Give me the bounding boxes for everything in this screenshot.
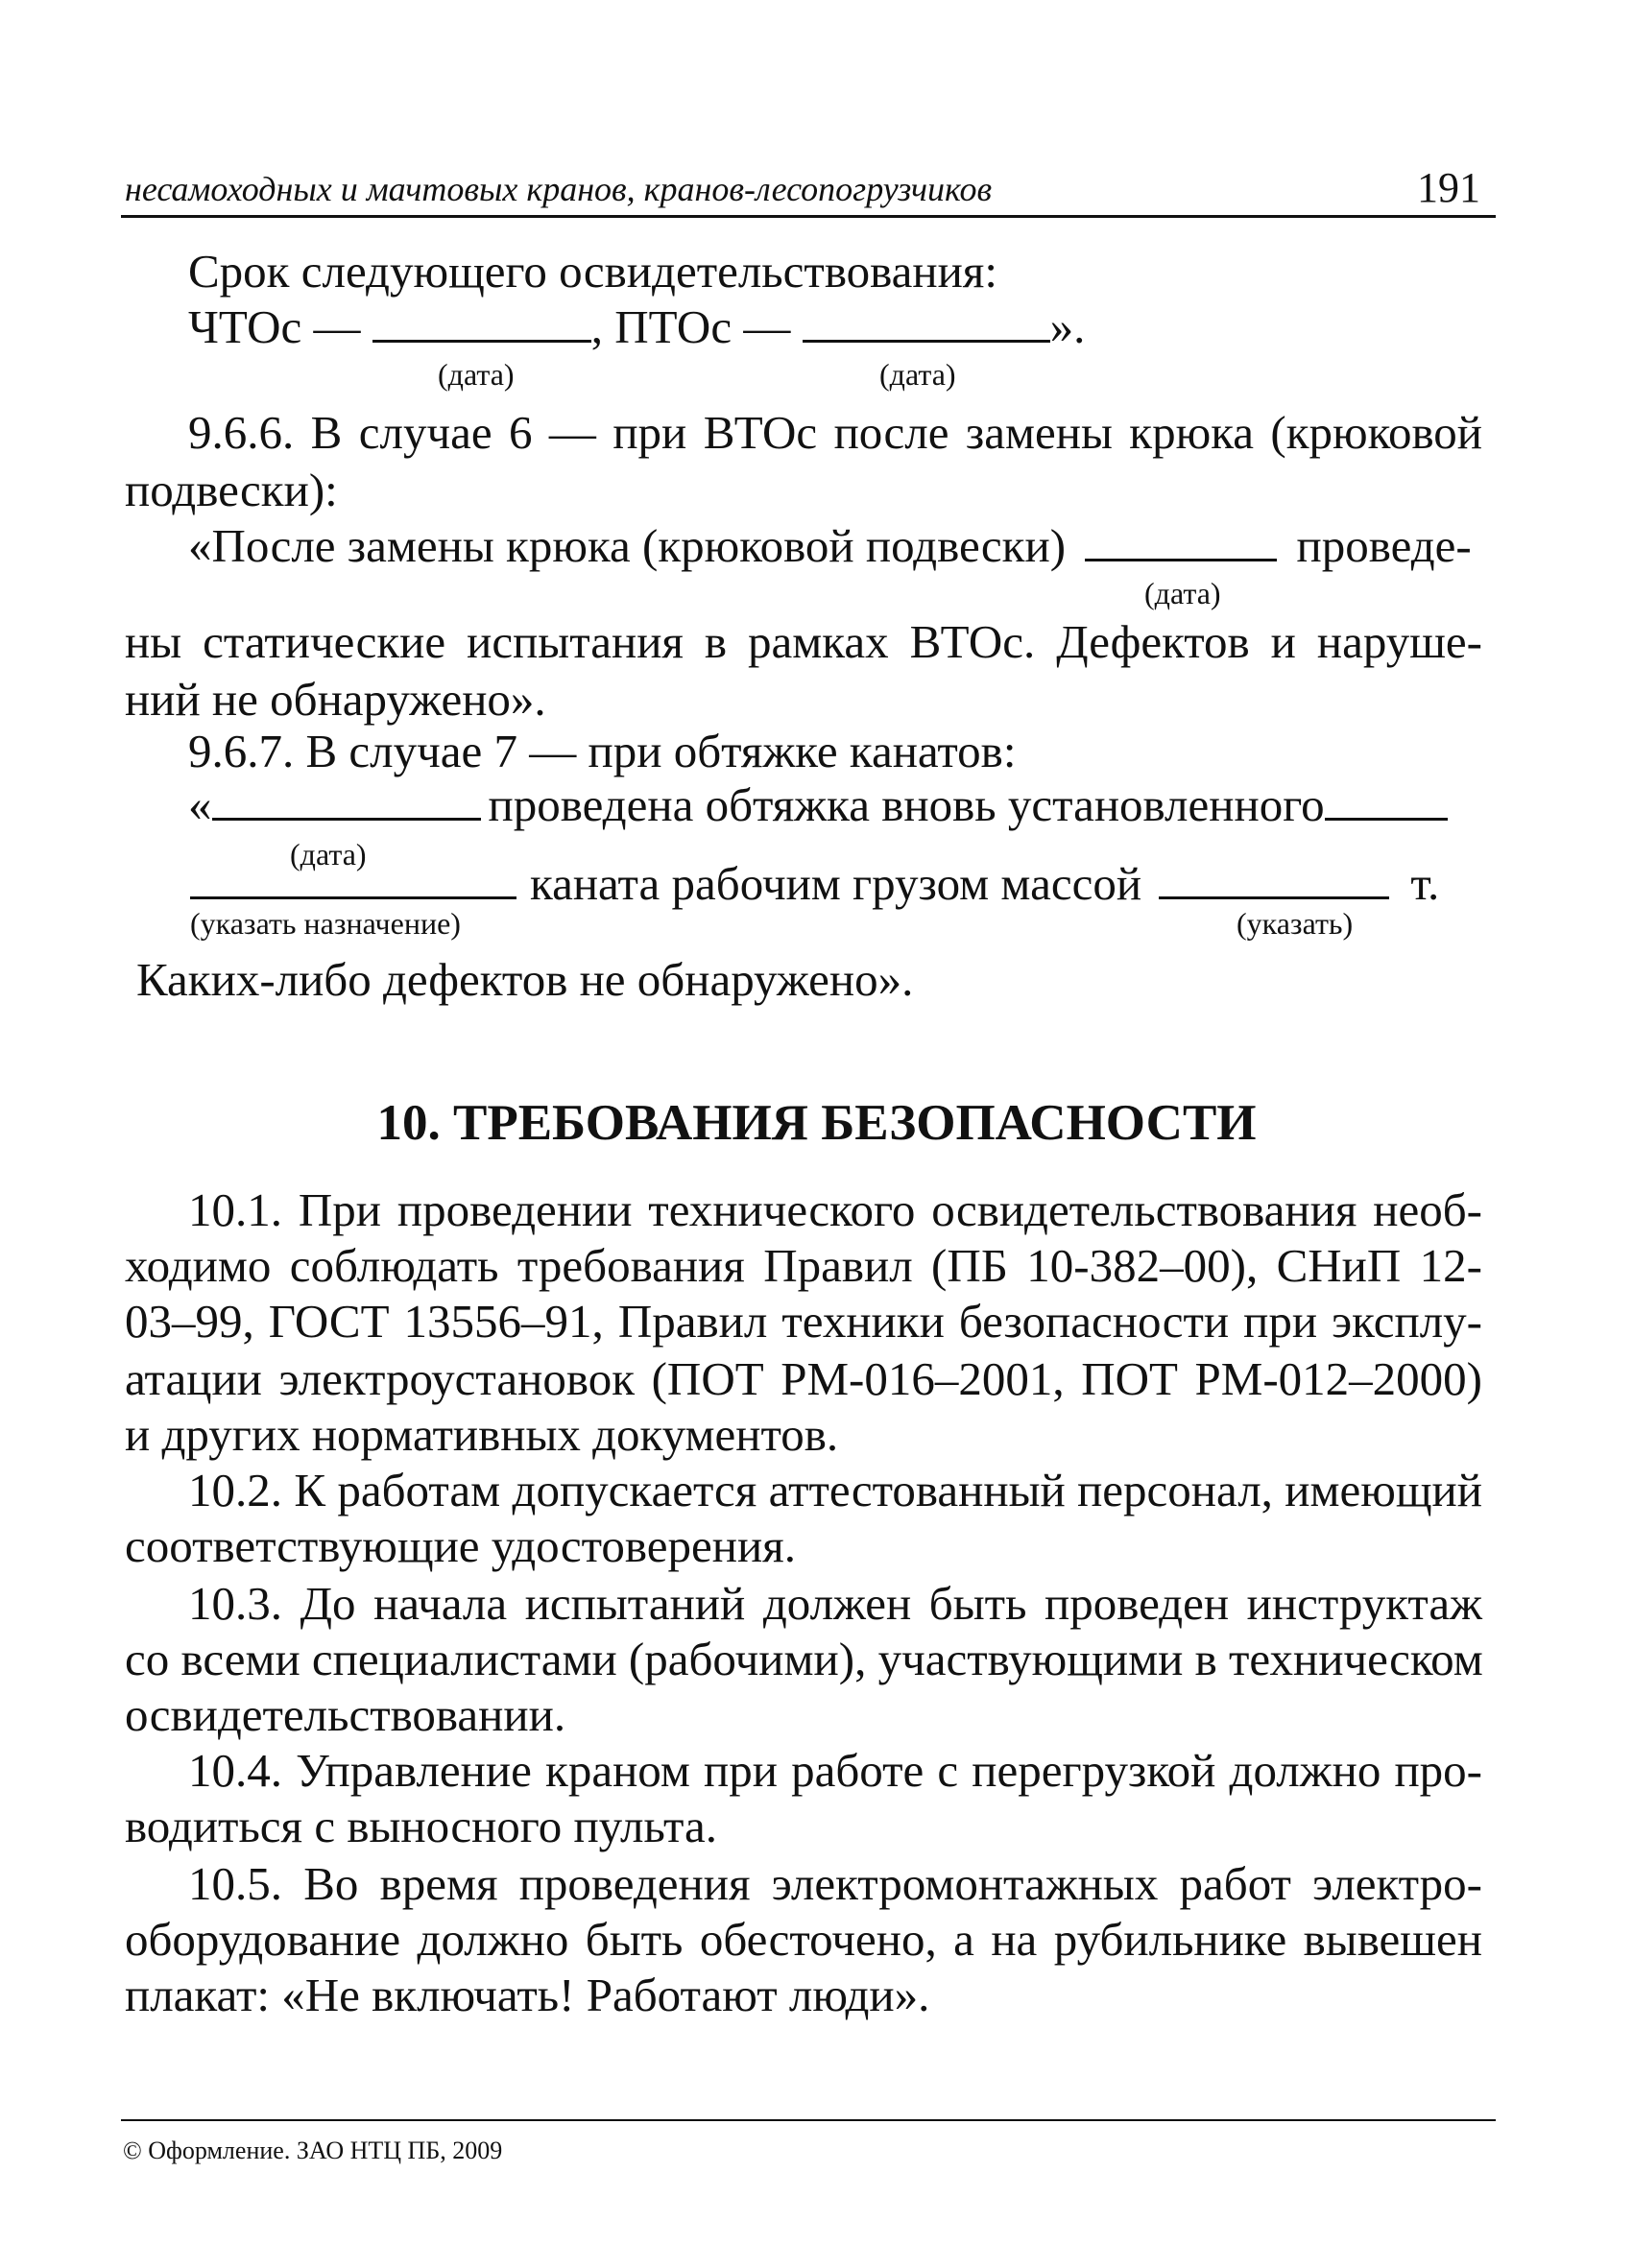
p-10-3-line2: со всеми специалистами (рабочими), участвующими в техническом: [125, 1633, 1483, 1685]
tonnes-unit: т.: [1410, 857, 1440, 910]
p-10-3-line3: освидетельствовании.: [125, 1688, 566, 1741]
p-10-2-line1: 10.2. К работам допускается аттестованный персонал, имеющий: [188, 1464, 1482, 1516]
p-10-1-line5: и других нормативных документов.: [125, 1408, 839, 1461]
footer-rule: [121, 2119, 1496, 2121]
load-mass-caption: (указать): [1237, 906, 1354, 941]
tightening-date-blank[interactable]: [212, 817, 481, 821]
p-9-6-7-line1: 9.6.7. В случае 7 — при обтяжке канатов:: [188, 725, 1017, 777]
p-9-6-7-line2: [188, 777, 1448, 833]
ptos-date-caption: (дата): [879, 357, 956, 392]
p-10-5-line1: 10.5. Во время проведения электромонтажных работ электро-: [188, 1857, 1482, 1910]
hook-continued-text: проведе-: [1296, 519, 1472, 572]
chtos-date-caption: (дата): [438, 357, 515, 392]
p-9-6-6-line1: 9.6.6. В случае 6 — при ВТОс после замены крюка (крюковой: [188, 406, 1482, 459]
open-quote: «: [188, 778, 212, 831]
p-10-4-line1: 10.4. Управление краном при работе с перегрузкой должно про-: [188, 1744, 1482, 1797]
p-10-5-line2: оборудование должно быть обесточено, а на рубильнике вывешен: [125, 1913, 1482, 1966]
p-10-1-line2: ходимо соблюдать требования Правил (ПБ 10-382–00), СНиП 12-: [125, 1239, 1482, 1292]
form-close-quote: ».: [1049, 300, 1086, 353]
footer-copyright: © Оформление. ЗАО НТЦ ПБ, 2009: [123, 2137, 503, 2164]
p-10-1-line4: атации электроустановок (ПОТ РМ-016–2001, ПОТ РМ-012–2000): [125, 1352, 1482, 1405]
section-title: 10. ТРЕБОВАНИЯ БЕЗОПАСНОСТИ: [376, 1095, 1257, 1151]
tightening-text: проведена обтяжка вновь установленного: [488, 778, 1325, 831]
p-10-1-line1: 10.1. При проведении технического освидетельствования необ-: [188, 1183, 1482, 1236]
ptos-date-blank[interactable]: [803, 339, 1050, 343]
chtos-date-blank[interactable]: [372, 339, 591, 343]
p-9-6-6-line3: [188, 518, 1482, 574]
p-10-2-line2: соответствующие удостоверения.: [125, 1519, 796, 1572]
rope-blank[interactable]: [1325, 817, 1448, 821]
p-10-1-line3: 03–99, ГОСТ 13556–91, Правил техники безопасности при эксплу-: [125, 1295, 1482, 1348]
rope-load-text: каната рабочим грузом массой: [530, 857, 1142, 910]
p-10-5-line3: плакат: «Не включать! Работают люди».: [125, 1969, 930, 2021]
p-9-6-7-line4: Каких-либо дефектов не обнаружено».: [136, 953, 914, 1006]
running-header: несамоходных и мачтовых кранов, кранов-лесопогрузчиков: [125, 170, 993, 208]
hook-date-blank[interactable]: [1085, 558, 1277, 561]
rope-purpose-blank[interactable]: [190, 895, 516, 899]
hook-date-caption: (дата): [1144, 576, 1221, 610]
p-9-6-6-line4: ны статические испытания в рамках ВТОс. Дефектов и наруше-: [125, 615, 1482, 668]
load-mass-blank[interactable]: [1159, 895, 1389, 899]
p-10-4-line2: водиться с выносного пульта.: [125, 1800, 717, 1852]
p-10-3-line1: 10.3. До начала испытаний должен быть проведен инструктаж: [188, 1577, 1482, 1630]
p-9-6-6-line5: ний не обнаружено».: [125, 673, 546, 726]
ptos-label: , ПТОс —: [590, 300, 791, 353]
chtos-label: ЧТОс —: [188, 300, 361, 353]
header-rule: [121, 215, 1496, 218]
tightening-date-caption: (дата): [290, 837, 367, 871]
hook-replacement-text: «После замены крюка (крюковой подвески): [188, 519, 1067, 572]
next-exam-form-line: [188, 299, 1085, 355]
rope-purpose-caption: (указать назначение): [190, 906, 461, 941]
page-number: 191: [1417, 164, 1480, 211]
next-exam-heading: Срок следующего освидетельствования:: [188, 245, 997, 298]
p-9-6-7-line3: [190, 856, 1439, 912]
p-9-6-6-line2: подвески):: [125, 464, 338, 516]
